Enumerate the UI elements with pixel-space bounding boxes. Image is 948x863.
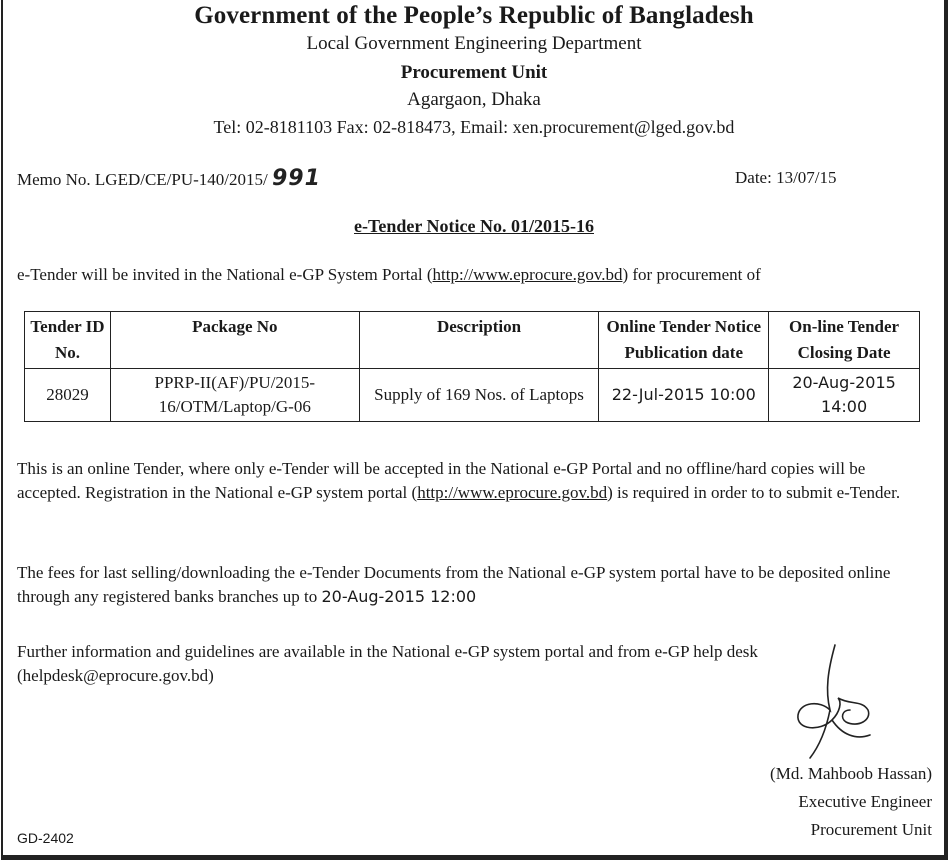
fee-deadline: 20-Aug-2015 12:00 bbox=[321, 587, 477, 606]
header-closing-date: On-line Tender Closing Date bbox=[769, 312, 920, 369]
handwritten-memo-number: 991 bbox=[272, 166, 321, 191]
department-name: Local Government Engineering Department bbox=[306, 33, 642, 54]
header-package-no: Package No bbox=[110, 312, 359, 369]
tender-table bbox=[24, 311, 920, 422]
table-row bbox=[25, 369, 920, 422]
table-header-row bbox=[25, 312, 920, 369]
signatory-unit: Procurement Unit bbox=[810, 820, 932, 839]
eprocure-link[interactable]: http://www.eprocure.gov.bd bbox=[432, 265, 623, 284]
eprocure-link-2[interactable]: http://www.eprocure.gov.bd bbox=[417, 483, 608, 502]
signature-icon bbox=[780, 640, 890, 770]
unit-name: Procurement Unit bbox=[400, 62, 548, 83]
memo-label: Memo No. LGED/CE/PU-140/2015/ bbox=[17, 170, 268, 189]
header-description: Description bbox=[359, 312, 599, 369]
cell-package-no: PPRP-II(AF)/PU/2015-16/OTM/Laptop/G-06 bbox=[110, 369, 359, 422]
office-location: Agargaon, Dhaka bbox=[407, 89, 541, 110]
intro-text: e-Tender will be invited in the National e-GP System Portal (http://www.eprocure.gov.bd) for procurement of bbox=[17, 265, 761, 284]
signatory-name: (Md. Mahboob Hassan) bbox=[770, 764, 932, 783]
header-tender-id: Tender ID No. bbox=[25, 312, 111, 369]
notice-title: e-Tender Notice No. 01/2015-16 bbox=[354, 216, 594, 236]
government-heading: Government of the People’s Republic of Bangladesh bbox=[194, 2, 754, 29]
cell-publication-date: 22-Jul-2015 10:00 bbox=[599, 369, 769, 422]
fees-paragraph: The fees for last selling/downloading the e-Tender Documents from the National e-GP system portal have to be deposited online through any registered banks branches up to 20-Aug-2015 12:00 bbox=[17, 563, 891, 606]
contact-line: Tel: 02-8181103 Fax: 02-818473, Email: xen.procurement@lged.gov.bd bbox=[213, 117, 735, 137]
cell-tender-id: 28029 bbox=[25, 369, 111, 422]
online-tender-paragraph: This is an online Tender, where only e-Tender will be accepted in the National e-GP Portal and no offline/hard copies will be accepted. Registration in the National e-GP system portal (http://www.eprocure.gov.bd) is required in order to to submit e-Tender. bbox=[17, 459, 901, 502]
signatory-block bbox=[740, 760, 932, 844]
footer-code: GD-2402 bbox=[17, 830, 74, 846]
cell-description: Supply of 169 Nos. of Laptops bbox=[359, 369, 599, 422]
cell-closing-date: 20-Aug-2015 14:00 bbox=[769, 369, 920, 422]
further-info-paragraph: Further information and guidelines are available in the National e-GP system portal and from e-GP help desk (helpdesk@eprocure.gov.bd) bbox=[17, 640, 932, 688]
signatory-title: Executive Engineer bbox=[798, 792, 932, 811]
helpdesk-email[interactable]: (helpdesk@eprocure.gov.bd) bbox=[17, 666, 214, 685]
memo-line bbox=[17, 166, 321, 191]
memo-date: Date: 13/07/15 bbox=[735, 168, 837, 187]
header-publication-date: Online Tender Notice Publication date bbox=[599, 312, 769, 369]
